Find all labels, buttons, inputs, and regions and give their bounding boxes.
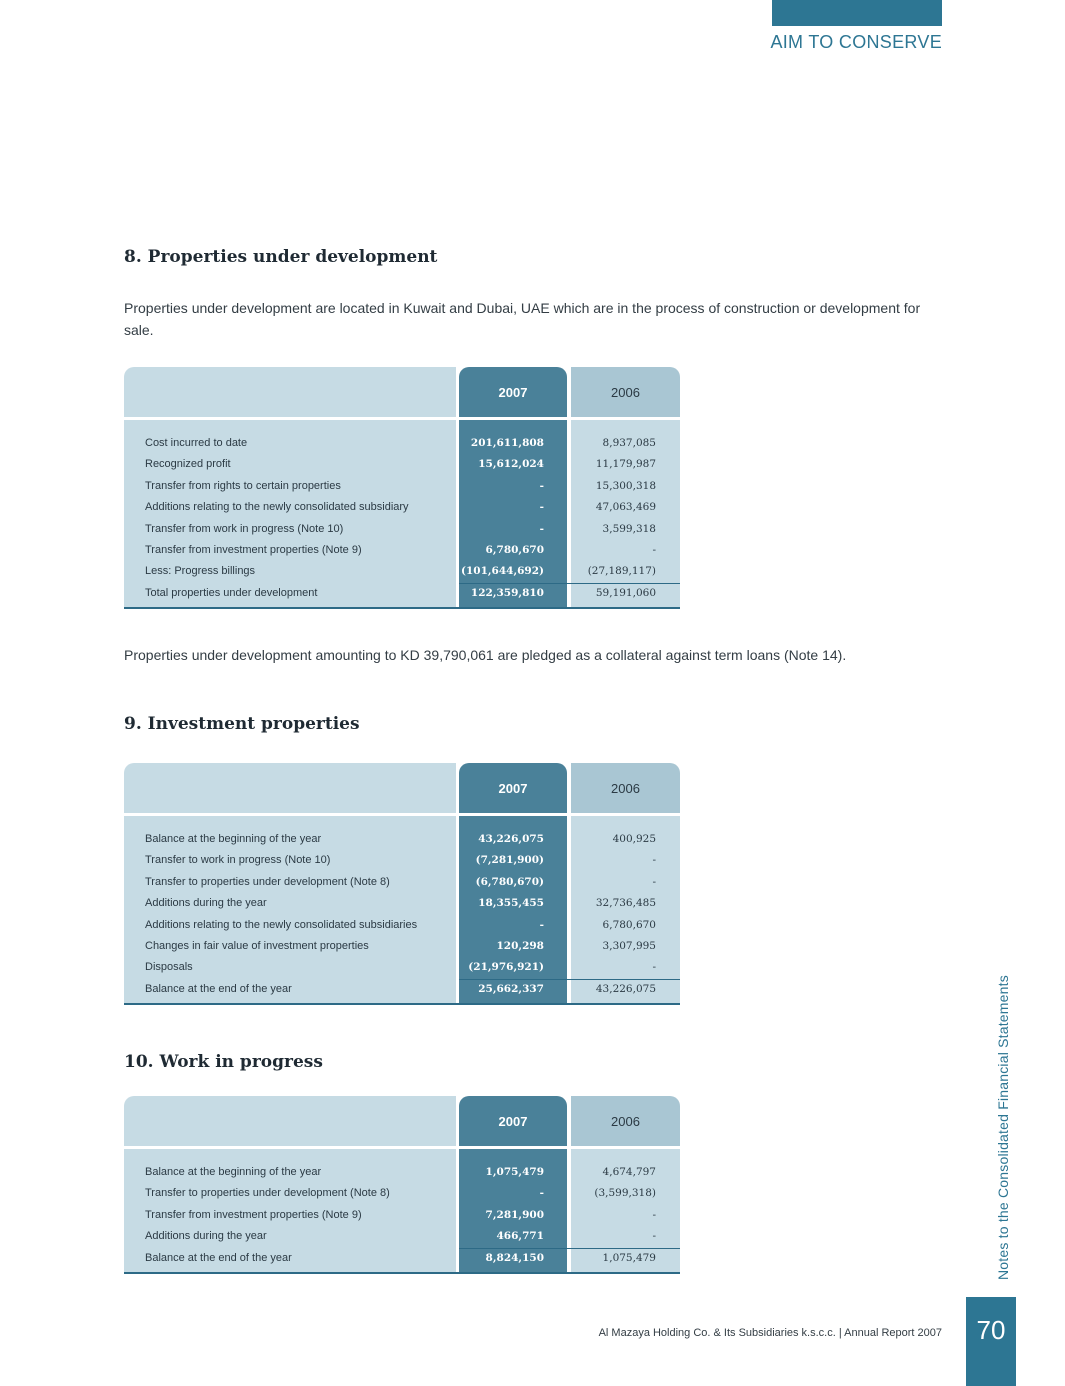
row-label: Balance at the beginning of the year — [145, 833, 322, 845]
row-label: Balance at the beginning of the year — [145, 1166, 322, 1178]
header-2006: 2006 — [571, 367, 680, 417]
header-2007: 2007 — [459, 763, 567, 813]
row-label: Less: Progress billings — [145, 565, 256, 578]
table-header — [124, 367, 680, 417]
table-row — [124, 1205, 680, 1226]
table-rows — [124, 1149, 680, 1274]
value-2006: 400,925 — [612, 833, 656, 845]
table-row — [124, 561, 680, 582]
table-work-in-progress — [124, 1096, 680, 1274]
value-2007: (21,976,921) — [468, 961, 544, 974]
table-body — [124, 1149, 680, 1274]
value-2006: 47,063,469 — [595, 501, 656, 514]
value-2007: - — [539, 1187, 544, 1200]
value-2006: 6,780,670 — [602, 918, 656, 931]
value-2007: (7,281,900) — [475, 854, 544, 867]
table-row — [124, 540, 680, 561]
header-2007: 2007 — [459, 367, 567, 417]
value-2006: 3,307,995 — [602, 939, 656, 952]
page-number: 70 — [966, 1297, 1016, 1386]
value-2007: 1,075,479 — [485, 1166, 544, 1178]
row-label: Additions during the year — [145, 1230, 267, 1243]
table-row — [124, 1248, 680, 1269]
table-row — [124, 936, 680, 957]
table-row — [124, 583, 680, 604]
header-accent-bar — [772, 0, 942, 26]
section-10-title: 10. Work in progress — [124, 1052, 323, 1072]
value-2006: 59,191,060 — [595, 586, 656, 599]
table-rows — [124, 816, 680, 1005]
value-2007: (101,644,692) — [460, 565, 544, 578]
header-label-cell — [124, 1096, 456, 1146]
value-2006: (27,189,117) — [587, 565, 656, 578]
table-row — [124, 1226, 680, 1247]
value-2006: - — [652, 1230, 656, 1243]
value-2007: 6,780,670 — [485, 543, 544, 556]
row-label: Transfer from work in progress (Note 10) — [145, 522, 344, 535]
row-label: Disposals — [145, 961, 193, 974]
table-row — [124, 497, 680, 518]
row-label: Additions relating to the newly consolidated subsidiary — [145, 501, 409, 514]
header-label-cell — [124, 367, 456, 417]
row-label: Changes in fair value of investment properties — [145, 939, 369, 952]
value-2007: - — [539, 479, 544, 492]
header-2006: 2006 — [571, 1096, 680, 1146]
value-2006: - — [652, 1208, 656, 1221]
header-2006: 2006 — [571, 763, 680, 813]
table-body — [124, 816, 680, 1005]
value-2006: 15,300,318 — [595, 479, 656, 492]
table-body — [124, 420, 680, 609]
table-row — [124, 850, 680, 871]
value-2007: 25,662,337 — [478, 982, 544, 995]
value-2007: 15,612,024 — [478, 458, 544, 471]
row-label: Additions during the year — [145, 897, 267, 910]
value-2006: - — [652, 961, 656, 974]
section-8-title: 8. Properties under development — [124, 247, 438, 267]
row-label: Transfer to properties under development (Note 8) — [145, 1187, 390, 1200]
table-row — [124, 519, 680, 540]
footer-company: Al Mazaya Holding Co. & Its Subsidiaries k.s.c.c. | Annual Report 2007 — [598, 1327, 942, 1339]
table-header — [124, 1096, 680, 1146]
value-2007: 120,298 — [496, 939, 544, 952]
value-2007: 201,611,808 — [470, 437, 544, 449]
value-2006: - — [652, 854, 656, 867]
brand-tagline: AIM TO CONSERVE — [770, 32, 942, 52]
value-2006: 1,075,479 — [602, 1251, 656, 1264]
row-label: Transfer to properties under development (Note 8) — [145, 875, 390, 888]
section-8-note: Properties under development amounting to KD 39,790,061 are pledged as a collateral against term loans (Note 14). — [124, 647, 847, 663]
value-2006: - — [652, 543, 656, 556]
table-row — [124, 476, 680, 497]
row-label: Balance at the end of the year — [145, 1251, 292, 1264]
table-header — [124, 763, 680, 813]
row-label: Transfer from investment properties (Note 9) — [145, 1208, 362, 1221]
section-8-intro: Properties under development are located in Kuwait and Dubai, UAE which are in the process of construction or development for sale. — [124, 300, 921, 338]
table-rows — [124, 420, 680, 609]
header-2007: 2007 — [459, 1096, 567, 1146]
table-row — [124, 454, 680, 475]
value-2007: 18,355,455 — [478, 897, 544, 910]
table-row — [124, 1162, 680, 1183]
vertical-section-label: Notes to the Consolidated Financial Statements — [995, 975, 1011, 1280]
value-2006: 32,736,485 — [595, 897, 656, 910]
value-2006: (3,599,318) — [594, 1187, 656, 1200]
value-2007: - — [539, 918, 544, 931]
value-2007: 43,226,075 — [478, 833, 544, 845]
table-row — [124, 1183, 680, 1204]
table-row — [124, 957, 680, 978]
table-investment-properties — [124, 763, 680, 1005]
row-label: Total properties under development — [145, 586, 318, 599]
value-2006: 3,599,318 — [602, 522, 656, 535]
table-row — [124, 979, 680, 1000]
value-2007: 7,281,900 — [485, 1208, 544, 1221]
value-2007: 466,771 — [496, 1230, 544, 1243]
header-label-cell — [124, 763, 456, 813]
table-properties-under-development — [124, 367, 680, 609]
table-row — [124, 893, 680, 914]
table-row — [124, 829, 680, 850]
row-label: Balance at the end of the year — [145, 982, 292, 995]
table-row — [124, 872, 680, 893]
row-label: Additions relating to the newly consolidated subsidiaries — [145, 918, 418, 931]
value-2007: - — [539, 501, 544, 514]
value-2006: 11,179,987 — [595, 458, 656, 471]
value-2006: 4,674,797 — [602, 1166, 656, 1178]
value-2007: (6,780,670) — [475, 875, 544, 888]
section-9-title: 9. Investment properties — [124, 714, 360, 734]
value-2007: - — [539, 522, 544, 535]
value-2006: 43,226,075 — [595, 982, 656, 995]
row-label: Recognized profit — [145, 458, 231, 471]
value-2007: 8,824,150 — [485, 1251, 544, 1264]
value-2006: - — [652, 875, 656, 888]
row-label: Transfer from rights to certain properties — [145, 479, 341, 492]
table-row — [124, 915, 680, 936]
table-row — [124, 433, 680, 454]
row-label: Transfer to work in progress (Note 10) — [145, 854, 331, 867]
row-label: Transfer from investment properties (Note 9) — [145, 543, 362, 556]
row-label: Cost incurred to date — [145, 437, 248, 449]
value-2007: 122,359,810 — [470, 586, 544, 599]
value-2006: 8,937,085 — [602, 437, 656, 449]
